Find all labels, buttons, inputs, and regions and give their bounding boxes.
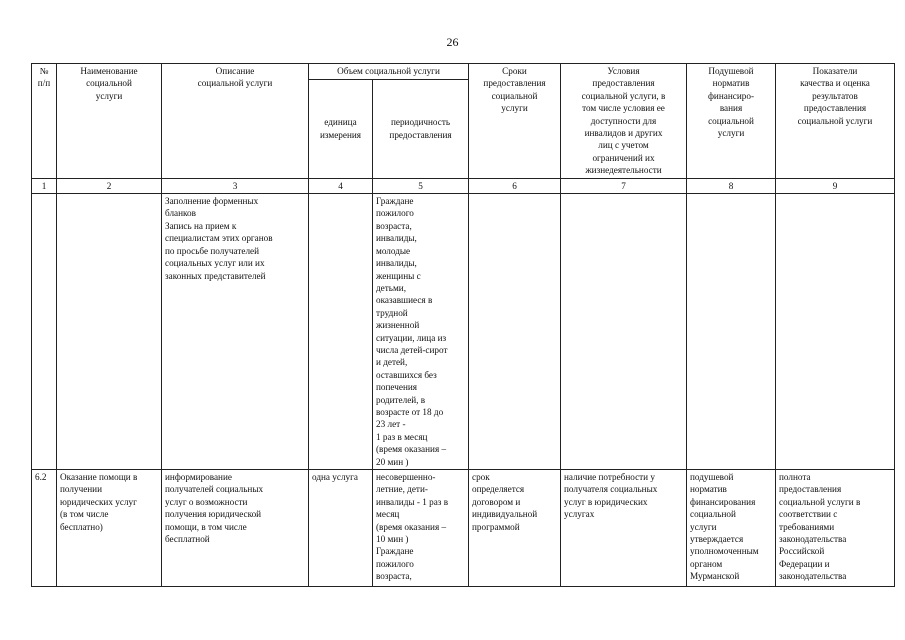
terms-cell <box>469 470 561 587</box>
column-number: 6 <box>469 178 561 193</box>
header-volume <box>309 64 469 80</box>
terms-cell <box>469 194 561 470</box>
description-cell <box>162 470 309 587</box>
row-number-cell <box>32 470 57 587</box>
header-terms-text: Сроки предоставления социальной услуги <box>483 66 546 114</box>
header-terms <box>469 64 561 179</box>
column-number: 2 <box>57 178 162 193</box>
provision-periodicity: Граждане пожилого возраста, инвалиды, молодые инвалиды, женщины с детьми, оказавшиеся в трудной жизненной ситуации, лица из числа детей-сирот и детей, оставшихся без попечения родителей, в возрасте от 18 до 23 лет - 1 раз в месяц (время оказания – 20 мин ) <box>376 196 448 467</box>
quality-cell <box>776 194 895 470</box>
periodicity-cell <box>373 194 469 470</box>
column-number: 3 <box>162 178 309 193</box>
header-financing-norm-text: Подушевой норматив финансиро- вания социальной услуги <box>707 66 755 139</box>
column-number: 8 <box>687 178 776 193</box>
header-unit-text: единица измерения <box>319 117 362 140</box>
service-description: информирование получателей социальных услуг о возможности получения юридической помощи, в том числе бесплатной <box>165 472 264 545</box>
service-name-cell <box>57 470 162 587</box>
service-name-cell <box>57 194 162 470</box>
service-name: Оказание помощи в получении юридических услуг (в том числе бесплатно) <box>60 472 138 532</box>
header-quality <box>776 64 895 179</box>
column-number-row <box>32 178 895 193</box>
header-periodicity <box>373 79 469 178</box>
header-quality-text: Показатели качества и оценка результатов предоставления социальной услуги <box>797 66 873 126</box>
conditions-cell <box>561 470 687 587</box>
header-description <box>162 64 309 179</box>
header-service-name-text: Наименование социальной услуги <box>80 66 138 101</box>
quality-cell <box>776 470 895 587</box>
provision-periodicity: несовершенно- летние, дети- инвалиды - 1 раз в месяц (время оказания – 10 мин ) Граждане пожилого возраста, <box>376 472 449 582</box>
periodicity-cell <box>373 470 469 587</box>
column-number: 7 <box>561 178 687 193</box>
unit-cell <box>309 194 373 470</box>
unit-cell <box>309 470 373 587</box>
table-row <box>32 194 895 470</box>
quality-indicators: полнота предоставления социальной услуги в соответствии с требованиями законодательства Российской Федерации и законодательства <box>779 472 861 582</box>
header-unit <box>309 79 373 178</box>
page-number: 26 <box>446 35 459 49</box>
column-number: 9 <box>776 178 895 193</box>
header-conditions <box>561 64 687 179</box>
social-services-table <box>31 63 895 587</box>
service-description: Заполнение форменных бланков Запись на прием к специалистам этих органов по просьбе получателей социальных услуг или их законных представителей <box>165 196 273 281</box>
header-service-name <box>57 64 162 179</box>
unit-of-measure: одна услуга <box>312 472 358 482</box>
header-description-text: Описание социальной услуги <box>197 66 273 89</box>
financing-norm-cell <box>687 194 776 470</box>
header-number <box>32 64 57 179</box>
description-cell <box>162 194 309 470</box>
row-number-cell <box>32 194 57 470</box>
financing-norm: подушевой норматив финансирования социальной услуги утверждается уполномоченным органом Мурманской <box>690 472 759 582</box>
header-volume-text: Объем социальной услуги <box>337 66 440 76</box>
table-row <box>32 470 895 587</box>
conditions-cell <box>561 194 687 470</box>
header-conditions-text: Условия предоставления социальной услуги, в том числе условия ее доступности для инвалидов и других лиц с учетом ограничений их жизнедеятельности <box>581 66 666 176</box>
column-number: 5 <box>373 178 469 193</box>
provision-terms: срок определяется договором и индивидуальной программой <box>472 472 538 532</box>
header-number-text: № п/п <box>37 66 51 89</box>
header-financing-norm <box>687 64 776 179</box>
column-number: 4 <box>309 178 373 193</box>
header-periodicity-text: периодичность предоставления <box>389 117 452 140</box>
provision-conditions: наличие потребности у получателя социальных услуг в юридических услугах <box>564 472 658 520</box>
column-number: 1 <box>32 178 57 193</box>
financing-norm-cell <box>687 470 776 587</box>
row-number: 6.2 <box>35 472 47 482</box>
